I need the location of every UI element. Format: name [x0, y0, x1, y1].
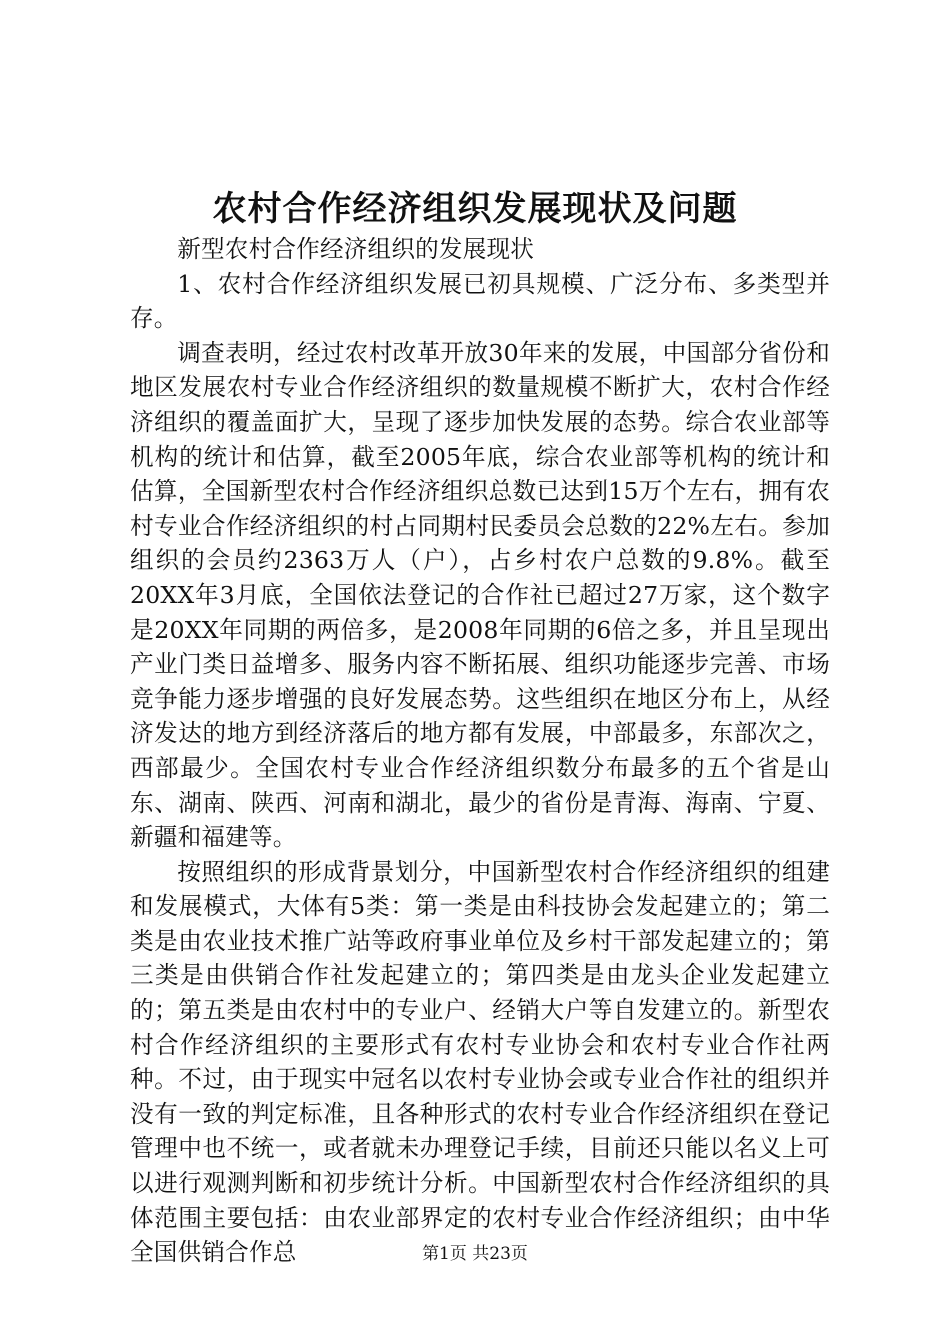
page-number-footer: 第1页 共23页 [422, 1244, 528, 1264]
document-title: 农村合作经济组织发展现状及问题 [212, 189, 738, 229]
section-heading: 新型农村合作经济组织的发展现状 [177, 235, 535, 263]
paragraph: 调查表明，经过农村改革开放30年来的发展，中国部分省份和地区发展农村专业合作经济组织的数量规模不断扩大，农村合作经济组织的覆盖面扩大，呈现了逐步加快发展的态势。综合农业部等机构的统计和估算，截至2005年底，综合农业部等机构的统计和估算，全国新型农村合作经济组织总数已达到15万个左右，拥有农村专业合作经济组织的村占同期村民委员会总数的22%左右。参加组织的会员约2363万人（户），占乡村农户总数的9.8%。截至20XX年3月底，全国依法登记的合作社已超过27万家，这个数字是20XX年同期的两倍多，是2008年同期的6倍之多，并且呈现出产业门类日益增多、服务内容不断拓展、组织功能逐步完善、市场竞争能力逐步增强的良好发展态势。这些组织在地区分布上，从经济发达的地方到经济落后的地方都有发展，中部最多，东部次之，西部最少。全国农村专业合作经济组织数分布最多的五个省是山东、湖南、陕西、河南和湖北，最少的省份是青海、海南、宁夏、新疆和福建等。 [130, 338, 830, 852]
paragraph: 1、农村合作经济组织发展已初具规模、广泛分布、多类型并存。 [130, 269, 830, 333]
document-body [130, 232, 830, 1270]
paragraph: 按照组织的形成背景划分，中国新型农村合作经济组织的组建和发展模式，大体有5类：第一类是由科技协会发起建立的；第二类是由农业技术推广站等政府事业单位及乡村干部发起建立的；第三类是由供销合作社发起建立的；第四类是由龙头企业发起建立的；第五类是由农村中的专业户、经销大户等自发建立的。新型农村合作经济组织的主要形式有农村专业协会和农村专业合作社两种。不过，由于现实中冠名以农村专业协会或专业合作社的组织并没有一致的判定标准，且各种形式的农村专业合作经济组织在登记管理中也不统一，或者就未办理登记手续，目前还只能以名义上可以进行观测判断和初步统计分析。中国新型农村合作经济组织的具体范围主要包括：由农业部界定的农村专业合作经济组织；由中华全国供销合作总 [130, 857, 830, 1267]
